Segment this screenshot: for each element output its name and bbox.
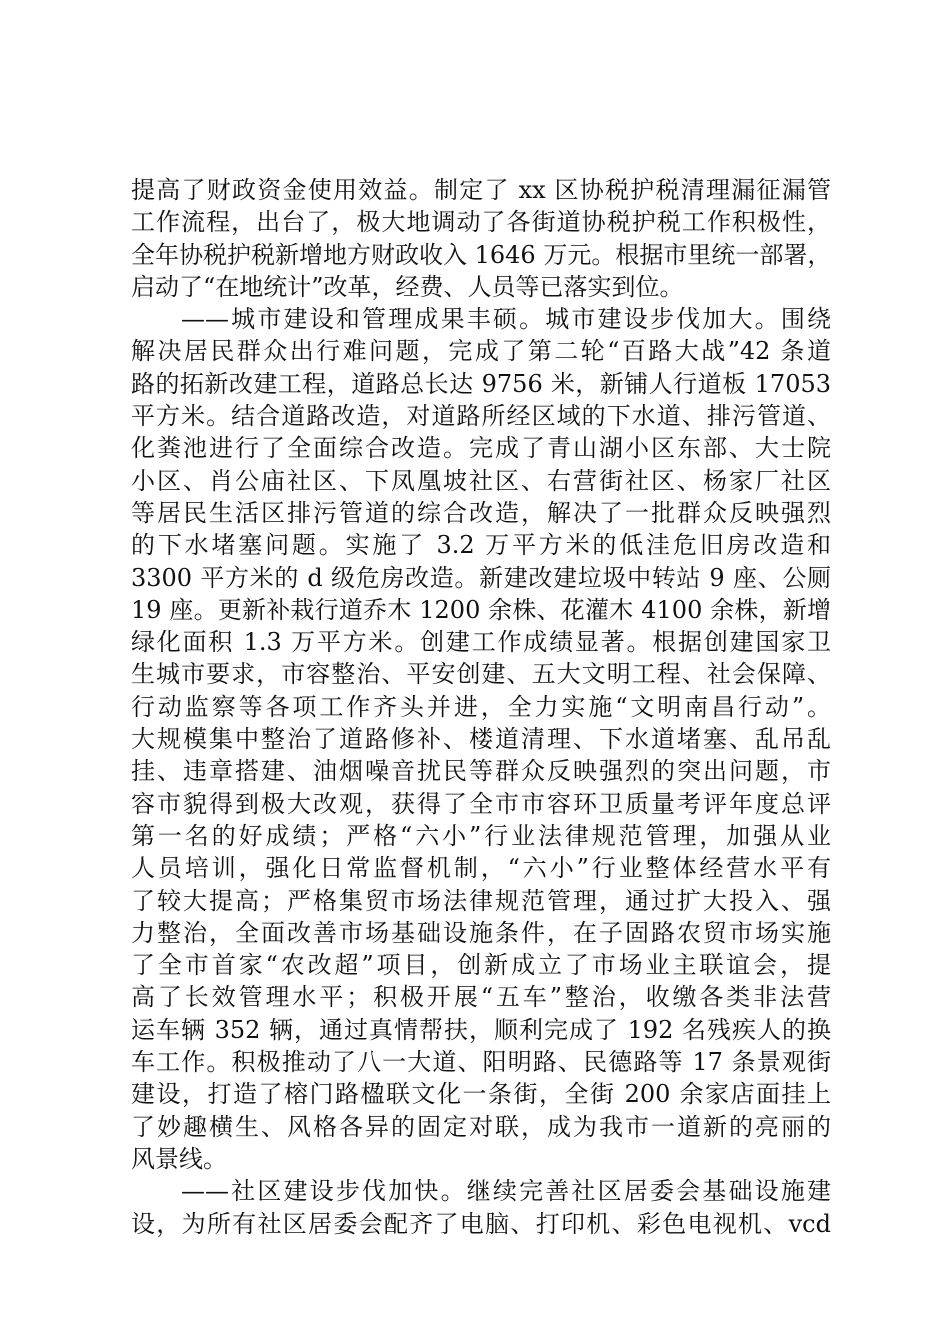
text-line: 的下水堵塞问题。实施了 3.2 万平方米的低洼危旧房改造和 (131, 531, 831, 560)
text-line: 设，为所有社区居委会配齐了电脑、打印机、彩色电视机、vcd (131, 1209, 831, 1238)
text-line: 了全市首家“农改超”项目，创新成立了市场业主联谊会，提 (131, 951, 831, 980)
text-line: 车工作。积极推动了八一大道、阳明路、民德路等 17 条景观街 (131, 1048, 831, 1077)
paragraph-first-line: ——城市建设和管理成果丰硕。城市建设步伐加大。围绕 (181, 305, 831, 334)
text-line: 启动了“在地统计”改革，经费、人员等已落实到位。 (131, 272, 684, 301)
text-line: 力整治，全面改善市场基础设施条件，在子固路农贸市场实施 (131, 918, 831, 947)
text-line: 3300 平方米的 d 级危房改造。新建改建垃圾中转站 9 座、公厕 (131, 563, 831, 592)
text-line: 小区、肖公庙社区、下凤凰坡社区、右营街社区、杨家厂社区 (131, 466, 831, 495)
text-line: 路的拓新改建工程，道路总长达 9756 米，新铺人行道板 17053 (131, 369, 831, 398)
text-line: 了较大提高；严格集贸市场法律规范管理，通过扩大投入、强 (131, 886, 831, 915)
text-line: 全年协税护税新增地方财政收入 1646 万元。根据市里统一部署， (131, 240, 831, 269)
text-line: 了妙趣横生、风格各异的固定对联，成为我市一道新的亮丽的 (131, 1112, 831, 1141)
text-line: 风景线。 (131, 1144, 227, 1173)
text-line: 化粪池进行了全面综合改造。完成了青山湖小区东部、大士院 (131, 434, 831, 463)
body-text (131, 174, 831, 1240)
text-line: 绿化面积 1.3 万平方米。创建工作成绩显著。根据创建国家卫 (131, 628, 831, 657)
text-line: 大规模集中整治了道路修补、楼道清理、下水道堵塞、乱吊乱 (131, 725, 831, 754)
text-line: 运车辆 352 辆，通过真情帮扶，顺利完成了 192 名残疾人的换 (131, 1015, 831, 1044)
text-line: 工作流程，出台了，极大地调动了各街道协税护税工作积极性， (131, 208, 831, 237)
paragraph-first-line: ——社区建设步伐加快。继续完善社区居委会基础设施建 (181, 1177, 831, 1206)
text-line: 挂、违章搭建、油烟噪音扰民等群众反映强烈的突出问题，市 (131, 757, 831, 786)
text-line: 19 座。更新补栽行道乔木 1200 余株、花灌木 4100 余株，新增 (131, 595, 831, 624)
text-line: 容市貌得到极大改观，获得了全市市容环卫质量考评年度总评 (131, 789, 831, 818)
text-line: 建设，打造了榕门路楹联文化一条街，全街 200 余家店面挂上 (131, 1080, 831, 1109)
text-line: 人员培训，强化日常监督机制，“六小”行业整体经营水平有 (131, 854, 831, 883)
text-line: 行动监察等各项工作齐头并进，全力实施“文明南昌行动”。 (131, 692, 831, 721)
text-line: 等居民生活区排污管道的综合改造，解决了一批群众反映强烈 (131, 498, 831, 527)
text-line: 解决居民群众出行难问题，完成了第二轮“百路大战”42 条道 (131, 337, 831, 366)
text-line: 平方米。结合道路改造，对道路所经区域的下水道、排污管道、 (131, 402, 831, 431)
text-line: 提高了财政资金使用效益。制定了 xx 区协税护税清理漏征漏管 (131, 176, 831, 204)
text-line: 高了长效管理水平；积极开展“五车”整治，收缴各类非法营 (131, 983, 831, 1012)
text-line: 生城市要求，市容整治、平安创建、五大文明工程、社会保障、 (131, 660, 831, 689)
text-line: 第一名的好成绩；严格“六小”行业法律规范管理，加强从业 (131, 821, 831, 850)
